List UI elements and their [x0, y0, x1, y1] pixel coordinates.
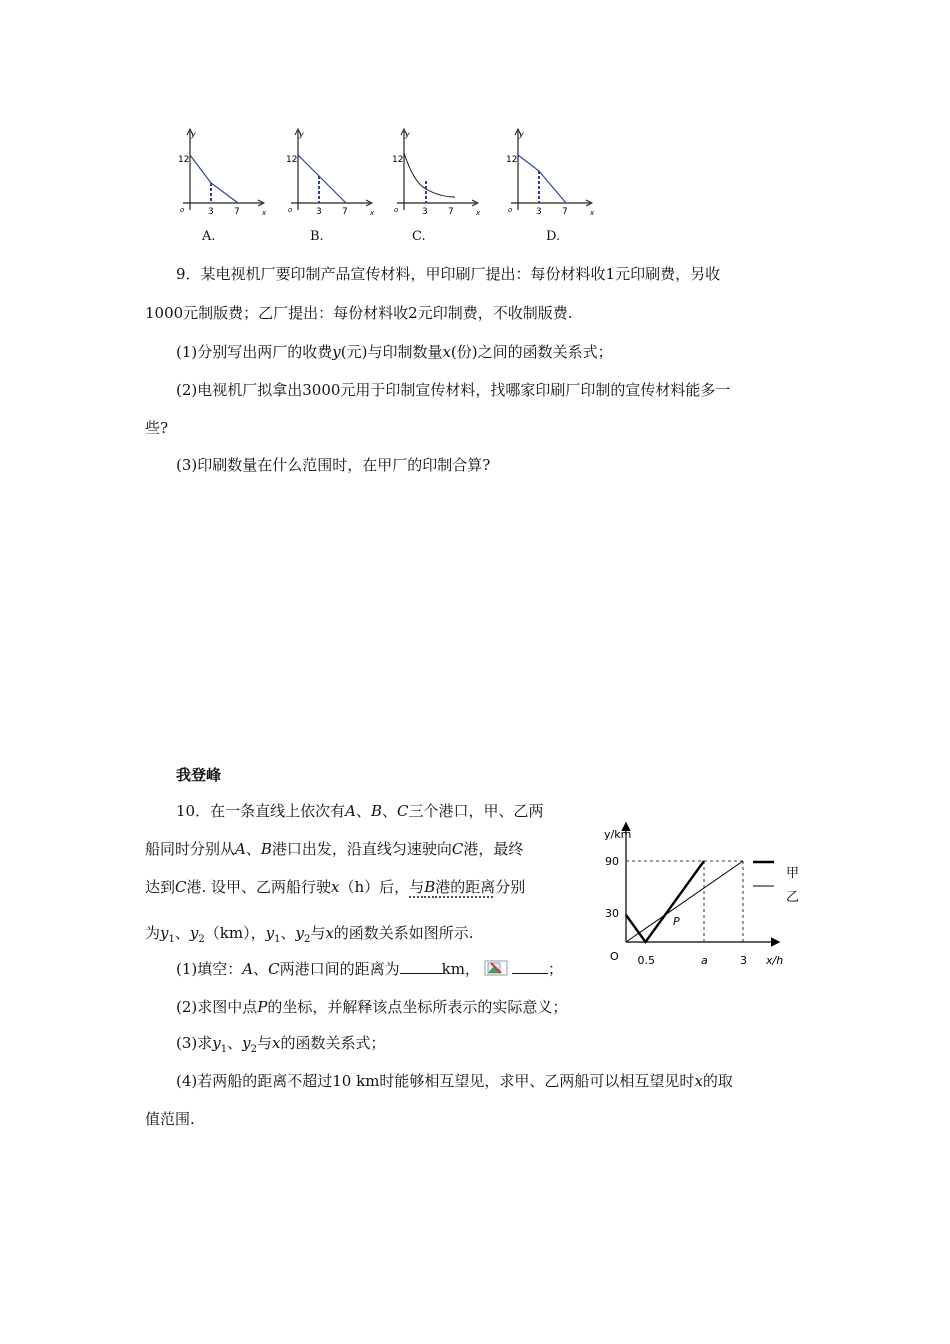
y-axis-label: y — [405, 130, 410, 139]
x-axis-label: x/h — [766, 954, 784, 967]
q10-l3-d: 与 — [409, 878, 425, 896]
q10-l4-sub1: 1 — [168, 934, 175, 945]
q10-p3-s: 、 — [227, 1034, 243, 1052]
q10-p3-y1: y — [212, 1034, 221, 1052]
legend-jia-label: 甲 — [786, 866, 800, 881]
q10-l1-s1: 、 — [355, 802, 371, 820]
q10-blank-1[interactable] — [400, 958, 442, 974]
q10-p1-end: ； — [547, 960, 563, 978]
q10-l2-a: 船同时分别从 — [145, 840, 236, 858]
q8-graph-4 — [506, 129, 595, 217]
q10-p2-P: P — [257, 998, 268, 1016]
q10-l1-a: 10．在一条直线上依次有 — [176, 802, 346, 820]
section-title: 我登峰 — [176, 766, 222, 784]
q9-p1-text-b: (元)与印制数量 — [340, 343, 443, 361]
q10-line-1 — [176, 800, 544, 822]
q10-l2-s: 、 — [245, 840, 261, 858]
q10-p3-y2: y — [242, 1034, 251, 1052]
y-tick-label: 12 — [506, 155, 518, 165]
function-line — [190, 155, 238, 203]
q10-p1-A: A — [242, 960, 254, 978]
q10-line-2 — [145, 838, 523, 860]
q10-l3-e: 港的距离 — [435, 878, 496, 896]
q10-p1-s: 、 — [253, 960, 269, 978]
q10-l3-f: 分别 — [495, 878, 526, 896]
q10-l2-b: 港口出发，沿直线匀速驶向 — [271, 840, 452, 858]
q9-p1-text-c: (份)之间的函数关系式； — [450, 343, 613, 361]
y-tick-label: 12 — [286, 155, 298, 165]
origin-label: o — [288, 206, 293, 214]
x-tick-label: 3 — [208, 207, 214, 217]
q10-l1-A: A — [345, 802, 356, 820]
x-tick-label: 7 — [342, 207, 348, 217]
q10-l4-a: 为 — [145, 924, 161, 942]
q10-l3-x: x — [331, 878, 340, 896]
q10-l4-sub4: 2 — [303, 934, 311, 945]
q10-p3-b: 与 — [256, 1034, 272, 1052]
q10-l4-y1: y — [160, 924, 169, 942]
x-axis-label: x — [590, 209, 595, 217]
x-axis-label: x — [262, 209, 267, 217]
x-axis-label: x — [476, 209, 481, 217]
x-tick-label: 7 — [448, 207, 454, 217]
origin-label: o — [394, 206, 399, 214]
series-jia-line — [626, 861, 704, 942]
y-tick-label: 30 — [605, 907, 619, 920]
x-axis-label: x — [370, 209, 375, 217]
q9-line-1: 9．某电视机厂要印制产品宣传材料，甲印刷厂提出：每份材料收1元印刷费，另收 — [176, 265, 721, 283]
q10-p2-b: 的坐标，并解释该点坐标所表示的实际意义； — [267, 998, 568, 1016]
q8-option-graphs — [170, 125, 610, 250]
q8-graph-2 — [286, 129, 375, 217]
q10-p2-a: (2)求图中点 — [176, 998, 258, 1016]
q10-l3-emphasis — [409, 878, 495, 896]
q10-l4-y2: y — [189, 924, 199, 942]
q10-l4-s2: 、 — [280, 924, 296, 942]
x-tick-label: 3 — [740, 954, 747, 967]
q8-graph-3 — [392, 129, 481, 217]
q9-part-2-line-2: 些? — [145, 419, 169, 437]
q10-l3-B: B — [424, 878, 436, 896]
q10-l2-B: B — [260, 840, 272, 858]
q10-l4-b: （km）， — [204, 924, 266, 942]
y-tick-label: 12 — [392, 155, 404, 165]
q10-p1-a: (1)填空： — [176, 960, 243, 978]
q9-p1-var-x: x — [442, 343, 451, 361]
function-curve — [404, 153, 455, 197]
q10-p1-b: 两港口间的距离为 — [279, 960, 400, 978]
q10-p4-a: (4)若两船的距离不超过10 km时能够相互望见，求甲、乙两船可以相互望见时 — [176, 1072, 695, 1090]
q10-l1-b: 三个港口，甲、乙两 — [408, 802, 544, 820]
q8-graphs-svg — [170, 125, 610, 220]
q10-l1-C: C — [397, 802, 409, 820]
y-tick-label: 12 — [178, 155, 190, 165]
q9-part-3: (3)印刷数量在什么范围时，在甲厂的印制合算? — [176, 456, 491, 474]
x-tick-label: 7 — [234, 207, 240, 217]
point-p-label: P — [673, 915, 680, 928]
q9-line-2: 1000元制版费；乙厂提出：每份材料收2元印制费，不收制版费. — [145, 304, 573, 322]
q9-part-1 — [176, 341, 613, 363]
q10-l3-c: （h）后， — [339, 878, 410, 896]
y-axis-label: y — [299, 130, 304, 139]
q10-p3-x: x — [272, 1034, 281, 1052]
origin-label: o — [508, 206, 513, 214]
q10-graph — [596, 818, 816, 978]
q10-part-4-line-2: 值范围. — [145, 1110, 195, 1128]
q10-p3-c: 的函数关系式； — [280, 1034, 386, 1052]
q10-part-3 — [176, 1032, 385, 1061]
q10-p1-unit: km， — [441, 960, 480, 978]
option-d-label: D. — [546, 229, 561, 244]
series-yi-line — [626, 861, 743, 942]
q10-l4-c: 与 — [310, 924, 326, 942]
q10-l4-sub3: 1 — [274, 934, 281, 945]
q10-l3-a: 达到 — [145, 878, 176, 896]
q10-l4-y4: y — [295, 924, 304, 942]
q9-part-2-line-1: (2)电视机厂拟拿出3000元用于印制宣传材料，找哪家印刷厂印制的宣传材料能多一 — [176, 381, 731, 399]
q10-graph-svg — [596, 818, 816, 978]
q10-l1-B: B — [370, 802, 382, 820]
y-axis-label: y — [191, 130, 196, 139]
function-line — [298, 155, 346, 203]
y-axis-label: y — [519, 130, 524, 139]
x-tick-label: 7 — [562, 207, 568, 217]
x-tick-label: 3 — [536, 207, 542, 217]
q10-l4-s: 、 — [174, 924, 190, 942]
q10-part-1 — [176, 958, 563, 980]
option-c-label: C. — [412, 229, 426, 244]
origin-label: o — [180, 206, 185, 214]
q10-l3-C: C — [175, 878, 187, 896]
y-tick-label: 90 — [605, 855, 619, 868]
q10-p3-sub2: 2 — [250, 1044, 257, 1055]
q10-l4-sub2: 2 — [198, 934, 205, 945]
x-tick-label: a — [701, 954, 708, 967]
q10-l1-s2: 、 — [381, 802, 397, 820]
q10-l4-y3: y — [265, 924, 275, 942]
q10-p3-sub1: 1 — [220, 1044, 228, 1055]
q10-l3-b: 港. 设甲、乙两船行驶 — [186, 878, 332, 896]
q10-l2-C: C — [451, 840, 464, 858]
q10-l4-x: x — [325, 924, 334, 942]
q10-p4-x: x — [694, 1072, 703, 1090]
q8-graph-1 — [178, 129, 267, 217]
q10-blank-2[interactable] — [512, 958, 548, 974]
q10-part-4-line-1 — [176, 1070, 733, 1092]
option-b-label: B. — [310, 229, 324, 244]
q10-part-2 — [176, 996, 567, 1018]
x-tick-label: 0.5 — [637, 954, 655, 967]
q10-l2-A: A — [235, 840, 246, 858]
q10-p4-b: 的取 — [702, 1072, 733, 1090]
q10-p1-C: C — [268, 960, 280, 978]
q10-l2-c: 港，最终 — [463, 840, 524, 858]
q9-p1-text-a: (1)分别写出两厂的收费 — [176, 343, 333, 361]
x-tick-label: 3 — [422, 207, 428, 217]
origin-label: O — [610, 950, 619, 963]
y-axis-label: y/km — [604, 828, 632, 841]
function-line — [518, 155, 566, 203]
q10-p3-a: (3)求 — [176, 1034, 213, 1052]
x-tick-label: 3 — [316, 207, 322, 217]
q9-p1-var-y: y — [332, 343, 341, 361]
legend-yi-label: 乙 — [786, 890, 800, 905]
q10-line-3 — [145, 876, 525, 898]
q10-line-4 — [145, 922, 474, 951]
q10-l4-d: 的函数关系如图所示. — [333, 924, 474, 942]
option-a-label: A. — [202, 229, 216, 244]
broken-image-icon — [484, 960, 508, 976]
